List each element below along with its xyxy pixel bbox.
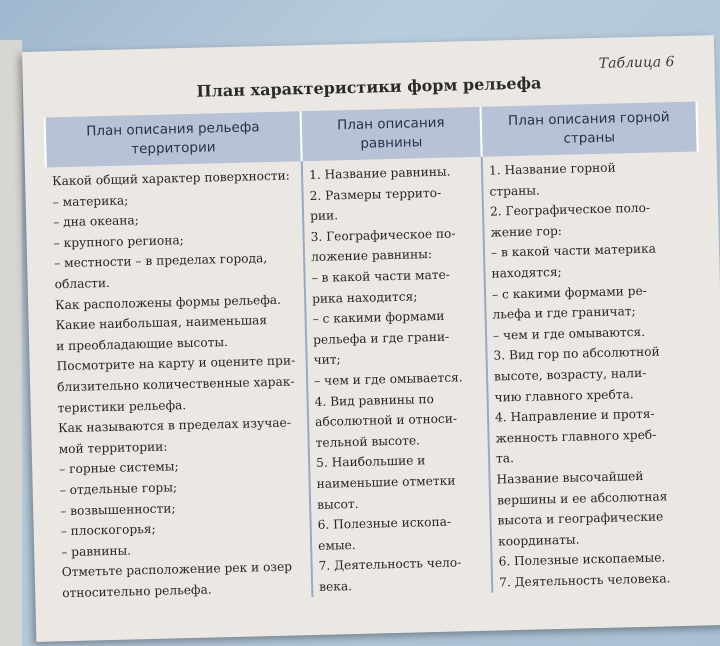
table-line: Как называются в пределах изучае- — [58, 415, 292, 436]
territory-plan-cell — [46, 161, 313, 604]
table-line: близительно количественные харак- — [57, 374, 295, 395]
table-line: 7. Деятельность чело- — [318, 555, 462, 574]
table-line: – чем и где омываются. — [492, 324, 646, 343]
mountain-plan-cell — [482, 152, 709, 594]
table-line: 3. Вид гор по абсолютной — [493, 344, 660, 363]
table-line: емые. — [317, 537, 356, 553]
table-line: – равнины. — [61, 543, 132, 559]
table-line: Посмотрите на карту и оцените при- — [56, 353, 296, 374]
table-title: План характеристики форм рельефа — [196, 73, 542, 101]
table-line: льефа и где граничат; — [492, 304, 636, 322]
table-line: рельефа и где грани- — [312, 329, 450, 347]
table-line: – материка; — [52, 193, 129, 209]
table-line: чит; — [313, 352, 341, 368]
table-line: 1. Название горной — [488, 160, 616, 178]
table-line: – с какими формами ре- — [491, 283, 647, 302]
table-line: абсолютной и относи- — [314, 411, 458, 430]
table-line: и преобладающие высоты. — [56, 334, 229, 354]
table-line: – горные системы; — [59, 459, 179, 477]
table-line: века. — [318, 578, 353, 594]
table-line: Как расположены формы рельефа. — [55, 292, 282, 312]
table-line: 3. Географическое по- — [310, 226, 456, 244]
table-line: Название высочайшей — [496, 468, 644, 487]
table-line: – местности – в пределах города, — [54, 251, 268, 271]
table-line: рии. — [309, 208, 339, 224]
table-line: 5. Наибольшие и — [315, 453, 426, 471]
table-line: Какие наибольшая, наименьшая — [55, 313, 268, 333]
header-mountain: План описания горной страны — [480, 102, 697, 157]
table-line: – отдельные горы; — [59, 480, 178, 498]
table-number: Таблица 6 — [598, 54, 675, 72]
table-line: – чем и где омывается. — [313, 370, 463, 388]
table-line: относительно рельефа. — [62, 582, 212, 601]
table-line: – в какой части мате- — [311, 267, 450, 285]
table-line: находятся; — [491, 264, 562, 281]
table-line: координаты. — [497, 532, 580, 549]
relief-characteristics-table — [44, 102, 710, 604]
plain-plan-cell — [302, 157, 493, 598]
table-line: жение гор: — [490, 223, 563, 240]
table-line: та. — [495, 451, 515, 466]
table-line: 7. Деятельность человека. — [498, 571, 671, 590]
table-line: – дна океана; — [53, 213, 139, 230]
table-line: теристики рельефа. — [57, 397, 187, 415]
table-line: – возвышенности; — [60, 500, 176, 518]
table-line: Отметьте расположение рек и озер — [61, 559, 293, 580]
adjacent-page-edge — [0, 40, 22, 646]
header-plain: План описания равнины — [301, 107, 482, 161]
table-line: рика находится; — [311, 288, 418, 306]
table-line: высоте, возрасту, нали- — [493, 365, 647, 384]
table-line: тельной высоте. — [315, 433, 421, 450]
table-line: наименьшие отметки — [316, 473, 456, 491]
table-line: – плоскогорья; — [60, 521, 156, 539]
table-line: высот. — [316, 496, 359, 512]
table-line: вершины и ее абсолютная — [496, 488, 668, 508]
table-line: – в какой части материка — [490, 241, 657, 260]
table-line: – крупного региона; — [53, 232, 184, 251]
table-line: ложение равнины: — [310, 247, 433, 265]
table-line: 4. Направление и протя- — [494, 406, 655, 425]
table-line: мой территории: — [58, 439, 168, 456]
table-line: высота и географические — [497, 509, 664, 528]
table-line: – с какими формами — [312, 308, 445, 327]
table-line: 2. Размеры террито- — [309, 185, 442, 203]
table-line: Какой общий характер поверхности: — [51, 168, 290, 189]
table-line: 1. Название равнины. — [308, 164, 451, 183]
table-body-row — [46, 152, 708, 604]
table-line: страны. — [489, 182, 541, 199]
table-line: 4. Вид равнины по — [314, 391, 435, 409]
table-line: 6. Полезные ископа- — [317, 514, 452, 533]
table-line: области. — [54, 275, 111, 292]
table-line: 2. Географическое поло- — [489, 200, 651, 219]
table-line: чию главного хребта. — [494, 386, 634, 405]
textbook-page — [22, 35, 720, 642]
header-territory: План описания рельефа территории — [45, 111, 302, 167]
table-line: 6. Полезные ископаемые. — [498, 550, 666, 569]
table-line: женность главного хреб- — [495, 427, 657, 446]
